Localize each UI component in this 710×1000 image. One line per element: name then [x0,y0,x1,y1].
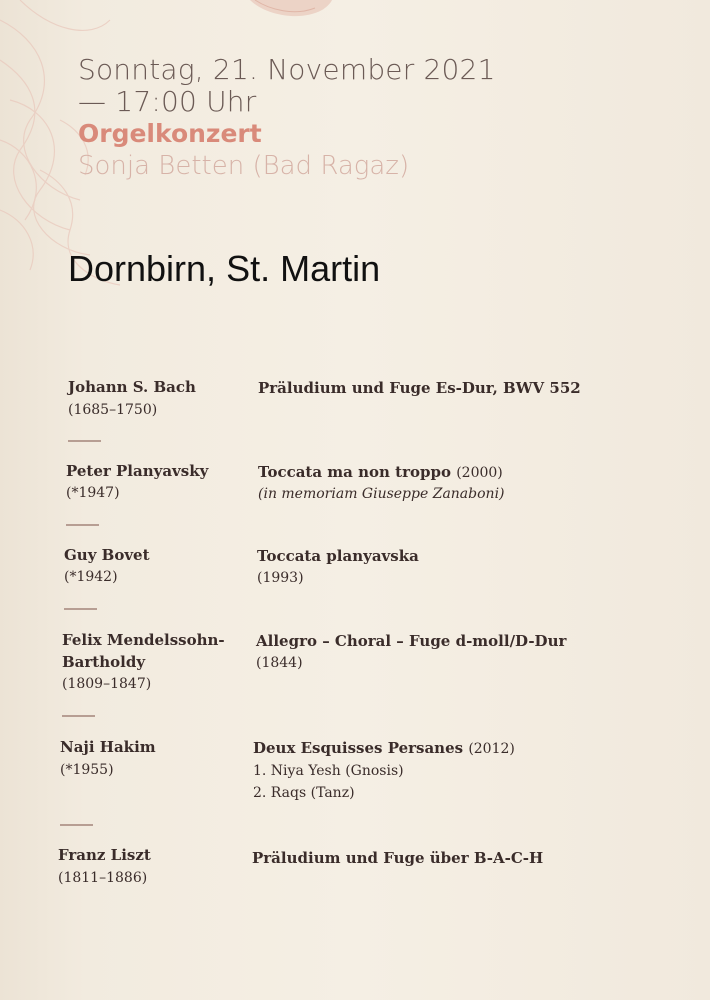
composer-name: Guy Bovet [64,546,150,564]
concert-title: Orgelkonzert [78,119,262,148]
separator [60,824,93,826]
composer-name: Naji Hakim [60,738,156,756]
work-title: Präludium und Fuge über B-A-C-H [252,849,544,867]
venue-title: Dornbirn, St. Martin [68,248,381,289]
separator [68,440,101,442]
composer-dates: (1685–1750) [68,402,158,418]
separator [64,608,97,610]
work-name: Toccata ma non troppo [258,463,451,481]
composer-name: Franz Liszt [58,846,151,864]
movement-item: 1. Niya Yesh (Gnosis) [253,763,404,779]
work-title: Allegro – Choral – Fuge d-moll/D-Dur [256,632,567,650]
event-time: — 17:00 Uhr [78,85,257,118]
work-year: (1993) [257,570,304,586]
work-year: (2000) [456,465,503,481]
performer-name: Sonja Betten (Bad Ragaz) [78,151,410,181]
work-title [258,461,503,484]
composer-dates: (1809–1847) [62,676,152,692]
work-title: Präludium und Fuge Es-Dur, BWV 552 [258,379,581,397]
composer-dates: (*1955) [60,762,114,778]
movement-item: 2. Raqs (Tanz) [253,785,355,801]
composer-name: Peter Planyavsky [66,462,209,480]
separator [62,715,95,717]
work-title [253,737,515,760]
work-year: (2012) [468,741,515,757]
composer-dates: (*1942) [64,569,118,585]
work-year: (1844) [256,655,303,671]
composer-name-line1: Felix Mendelssohn- [62,631,225,649]
event-date: Sonntag, 21. November 2021 [78,53,496,86]
work-note: (in memoriam Giuseppe Zanaboni) [258,486,505,502]
work-name: Deux Esquisses Persanes [253,739,464,757]
composer-dates: (1811–1886) [58,870,148,886]
composer-name-line2: Bartholdy [62,653,146,671]
work-title: Toccata planyavska [257,547,419,565]
composer-dates: (*1947) [66,485,120,501]
separator [66,524,99,526]
composer-name: Johann S. Bach [68,378,196,396]
